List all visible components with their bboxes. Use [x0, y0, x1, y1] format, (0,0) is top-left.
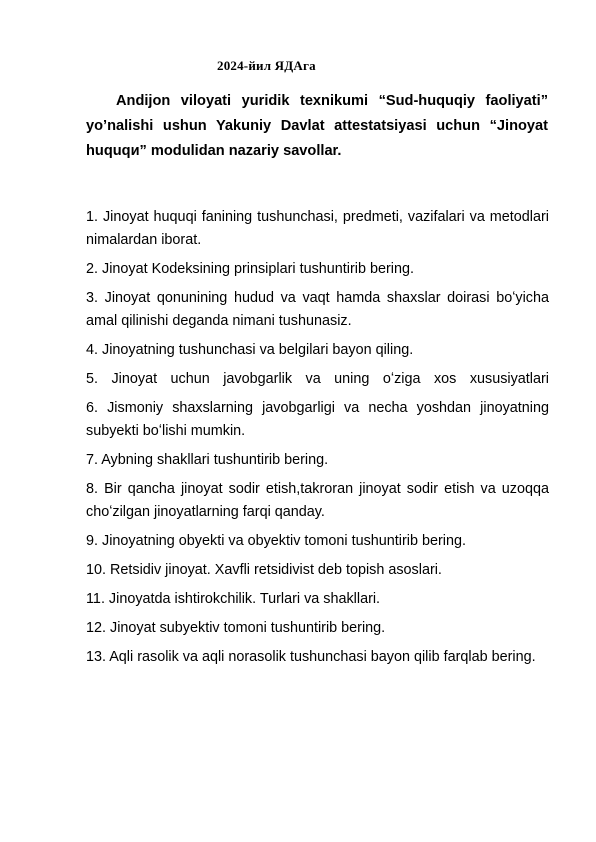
- year-heading: 2024-йил ЯДАга: [217, 58, 316, 73]
- question-item: 11. Jinoyatda ishtirokchilik. Turlari va shakllari.: [86, 591, 381, 607]
- question-item: 13. Aqli rasolik va aqli norasolik tushunchasi bayon qilib farqlab bering.: [86, 649, 536, 665]
- question-item: 8. Bir qancha jinoyat sodir etish,takroran jinoyat sodir etish va uzoqqa choʻzilgan jinoyatlarning farqi qanday.: [86, 481, 549, 520]
- question-item: 3. Jinoyat qonunining hudud va vaqt hamda shaxslar doirasi boʻyicha amal qilinishi deganda nimani tushunasiz.: [86, 290, 549, 329]
- question-item: 4. Jinoyatning tushunchasi va belgilari bayon qiling.: [86, 342, 414, 358]
- question-item: 6. Jismoniy shaxslarning javobgarligi va necha yoshdan jinoyatning subyekti boʻlishi mumkin.: [86, 400, 549, 439]
- question-item: 7. Aybning shakllari tushuntirib bering.: [86, 452, 329, 468]
- question-item: 1. Jinoyat huquqi fanining tushunchasi, predmeti, vazifalari va metodlari nimalardan iborat.: [86, 209, 549, 248]
- question-item: 9. Jinoyatning obyekti va obyektiv tomoni tushuntirib bering.: [86, 533, 466, 549]
- question-item: 12. Jinoyat subyektiv tomoni tushuntirib bering.: [86, 620, 386, 636]
- question-item: 10. Retsidiv jinoyat. Xavfli retsidivist deb topish asoslari.: [86, 562, 442, 578]
- questions-list: [86, 206, 549, 675]
- question-item: 5. Jinoyat uchun javobgarlik va uning oʻziga xos xususiyatlari: [86, 371, 549, 387]
- document-title: Andijon viloyati yuridik texnikumi “Sud-huquqiy faoliyati” yo’nalishi ushun Yakuniy Davlat attestatsiyasi uchun “Jinoyat huquqи” modulidan nazariy savollar.: [86, 93, 548, 159]
- question-item: 2. Jinoyat Kodeksining prinsiplari tushuntirib bering.: [86, 261, 414, 277]
